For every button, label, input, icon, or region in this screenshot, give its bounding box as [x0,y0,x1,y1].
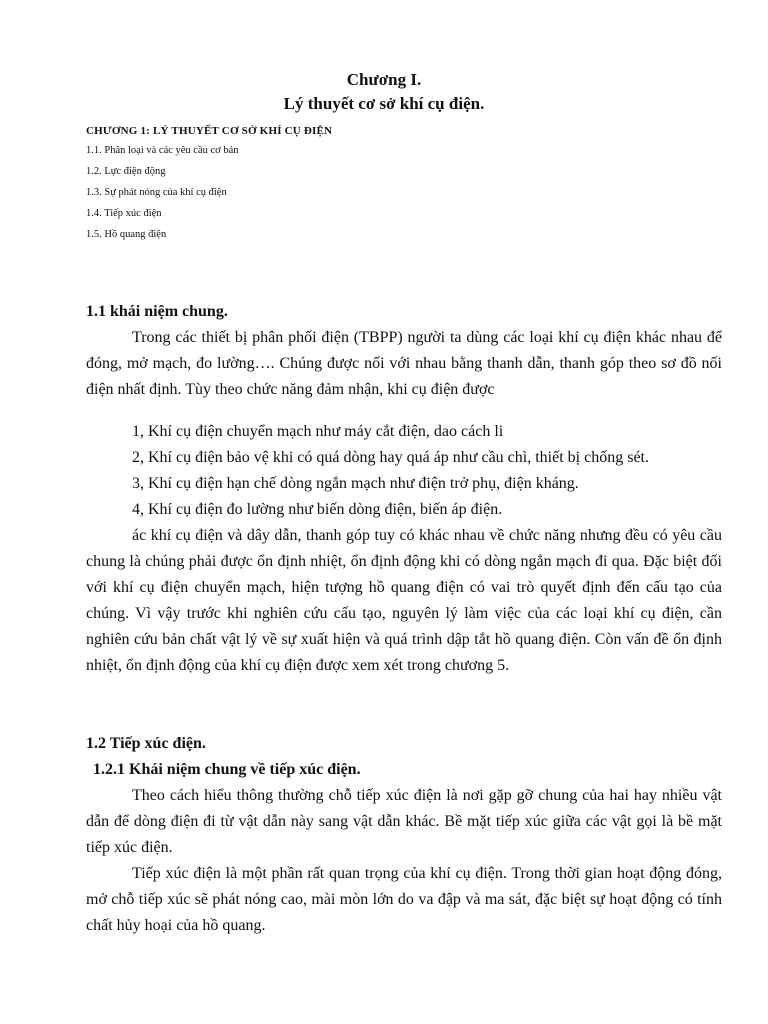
section-heading: 1.2 Tiếp xúc điện. [86,735,206,752]
paragraph: Trong các thiết bị phân phối điện (TBPP) người ta dùng các loại khí cụ điện khác nhau để đóng, mở mạch, đo lường…. Chúng được nối với nhau bằng thanh dẫn, thanh góp theo sơ đồ nối điện nhất định. Tùy theo chức năng đảm nhận, khi cụ điện được [86,329,722,398]
paragraph: ác khí cụ điện và dây dẫn, thanh góp tuy có khác nhau về chức năng nhưng đều có yêu cầu chung là chúng phải được ổn định nhiệt, ổn định động khi có dòng ngắn mạch đi qua. Đặc biệt đối với khí cụ điện chuyển mạch, hiện tượng hồ quang điện có vai trò quyết định đến cấu tạo của chúng. Vì vậy trước khi nghiên cứu cấu tạo, nguyên lý làm việc của các loại khí cụ điện, cần nghiên cứu bản chất vật lý về sự xuất hiện và quá trình dập tắt hồ quang điện. Còn vấn đề ổn định nhiệt, ổn định động của khí cụ điện được xem xét trong chương 5. [86,527,722,674]
toc-item: 1.4. Tiếp xúc điện [86,208,162,219]
paragraph: Theo cách hiểu thông thường chỗ tiếp xúc điện là nơi gặp gỡ chung của hai hay nhiều vật dẫn để dòng điện đi từ vật dẫn này sang vật dẫn khác. Bề mặt tiếp xúc giữa các vật gọi là bề mặt tiếp xúc điện. [86,787,722,856]
table-of-contents [86,122,706,245]
section-1-1 [86,299,722,679]
section-heading: 1.1 khái niệm chung. [86,303,228,320]
subsection-heading: 1.2.1 Khái niệm chung về tiếp xúc điện. [93,761,361,778]
paragraph: Tiếp xúc điện là một phần rất quan trọng của khí cụ điện. Trong thời gian hoạt động đóng, mở chỗ tiếp xúc sẽ phát nóng cao, mài mòn lớn do va đập và ma sát, đặc biệt sự hoạt động có tính chất hủy hoại của hồ quang. [86,865,722,934]
toc-item: 1.2. Lực điện động [86,166,166,177]
section-1-2 [86,731,722,939]
list-item: 2, Khí cụ điện bảo vệ khi có quá dòng hay quá áp như cầu chì, thiết bị chống sét. [132,449,649,466]
list-item: 3, Khí cụ điện hạn chế dòng ngắn mạch như điện trở phụ, điện kháng. [132,475,579,492]
toc-item: 1.5. Hồ quang điện [86,229,167,240]
chapter-subtitle: Lý thuyết cơ sở khí cụ điện. [283,94,485,113]
chapter-title: Chương I. [346,70,422,89]
spacer [86,403,722,419]
list-item: 4, Khí cụ điện đo lường như biến dòng điện, biến áp điện. [132,501,503,518]
list-item: 1, Khí cụ điện chuyển mạch như máy cắt điện, dao cách li [132,423,504,440]
toc-heading: CHƯƠNG 1: LÝ THUYẾT CƠ SỞ KHÍ CỤ ĐIỆN [86,125,333,137]
toc-item: 1.3. Sự phát nóng của khí cụ điện [86,187,227,198]
toc-item: 1.1. Phân loại và các yêu cầu cơ bản [86,145,239,156]
